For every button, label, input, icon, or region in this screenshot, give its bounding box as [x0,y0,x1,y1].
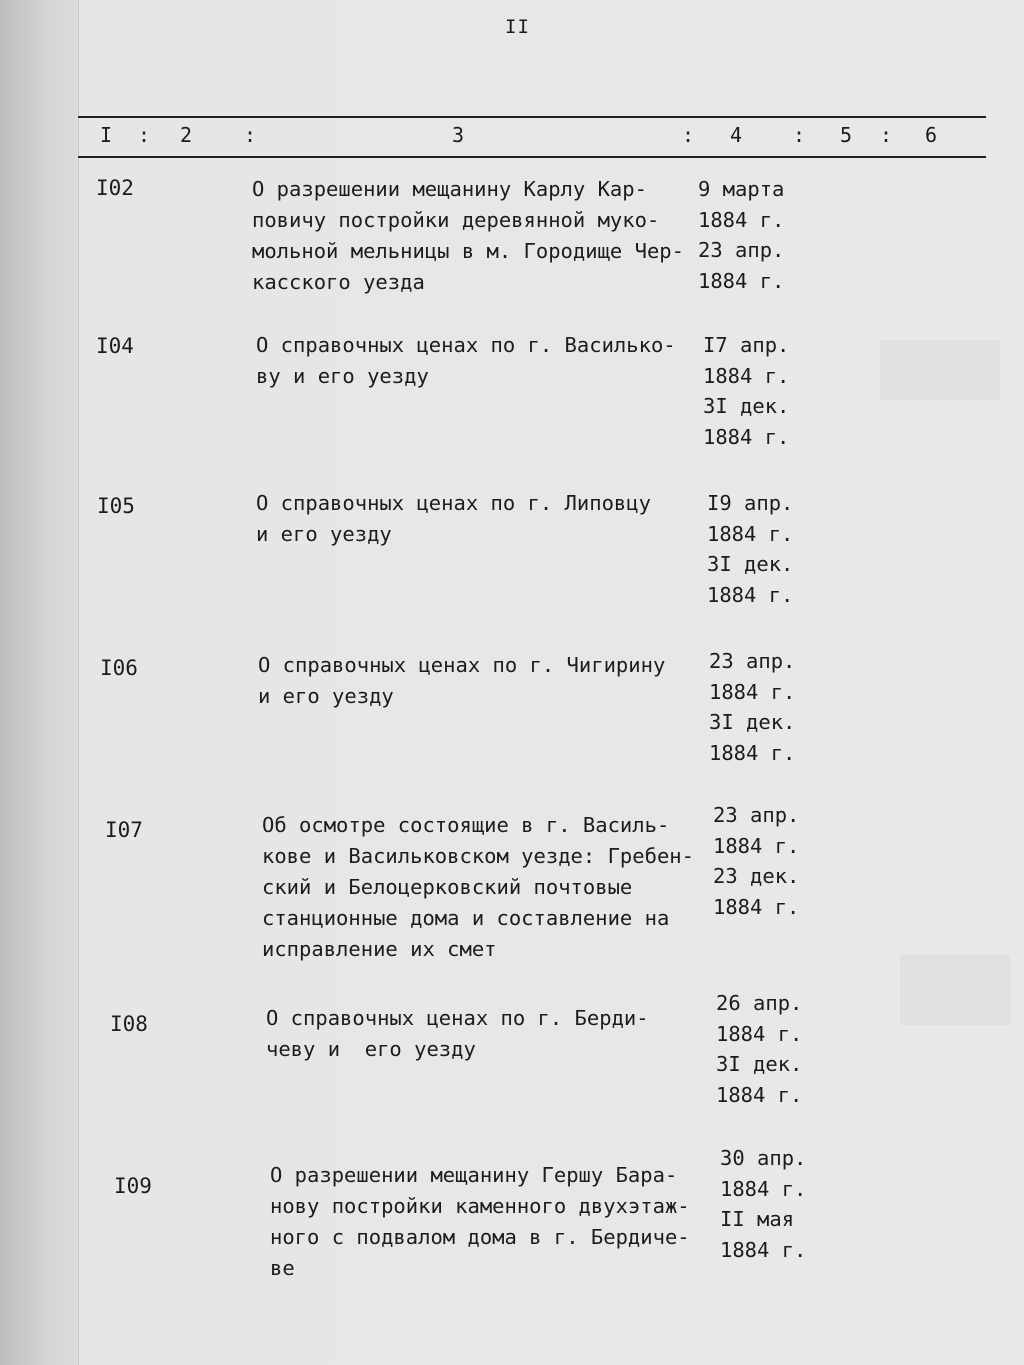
entry-title: О разрешении мещанину Гершу Бара- нову постройки каменного двухэтаж- ного с подвалом дома в г. Бердиче- ве [270,1163,690,1280]
header-col-5: 5 [840,123,853,147]
entry-number: I07 [105,818,143,842]
entry-number: I02 [96,176,134,200]
header-col-3: 3 [452,123,465,147]
binding-edge [0,0,79,1365]
header-col-4: 4 [730,123,743,147]
table-header-top-rule [78,116,986,118]
bleed-through-mark [880,340,1000,400]
entry-title: О справочных ценах по г. Василько- ву и его уезду [256,333,676,388]
page-number: II [505,16,530,38]
header-separator: : [793,123,806,147]
entry-dates: 26 апр. 1884 г. 3I дек. 1884 г. [716,991,803,1107]
entry-title: О справочных ценах по г. Берди- чеву и его уезду [266,1006,649,1061]
header-col-6: 6 [925,123,938,147]
entry-number: I05 [97,494,135,518]
entry-dates: I9 апр. 1884 г. 3I дек. 1884 г. [707,491,794,607]
entry-dates: 23 апр. 1884 г. 3I дек. 1884 г. [709,649,796,765]
entry-title: Об осмотре состоящие в г. Василь- кове и Васильковском уезде: Гребен- ский и Белоцерковский почтовые станционные дома и составление на исправление их смет [262,813,694,961]
entry-title: О разрешении мещанину Карлу Кар- повичу постройки деревянной муко- мольной мельницы в м. Городище Чер- касского уезда [252,177,684,294]
bleed-through-mark [900,955,1010,1025]
entry-title: О справочных ценах по г. Липовцу и его уезду [256,491,651,546]
header-separator: : [880,123,893,147]
entry-number: I08 [110,1012,148,1036]
entry-number: I09 [114,1174,152,1198]
table-header-bottom-rule [78,156,986,158]
entry-dates: 23 апр. 1884 г. 23 дек. 1884 г. [713,803,800,919]
entry-number: I06 [100,656,138,680]
header-col-2: 2 [180,123,193,147]
header-col-1: I [100,123,113,147]
entry-number: I04 [96,334,134,358]
header-separator: : [244,123,257,147]
entry-title: О справочных ценах по г. Чигирину и его уезду [258,653,666,708]
entry-dates: 9 марта 1884 г. 23 апр. 1884 г. [698,177,785,293]
entry-dates: I7 апр. 1884 г. 3I дек. 1884 г. [703,333,790,449]
entry-dates: 30 апр. 1884 г. II мая 1884 г. [720,1146,807,1262]
header-separator: : [138,123,151,147]
header-separator: : [682,123,695,147]
